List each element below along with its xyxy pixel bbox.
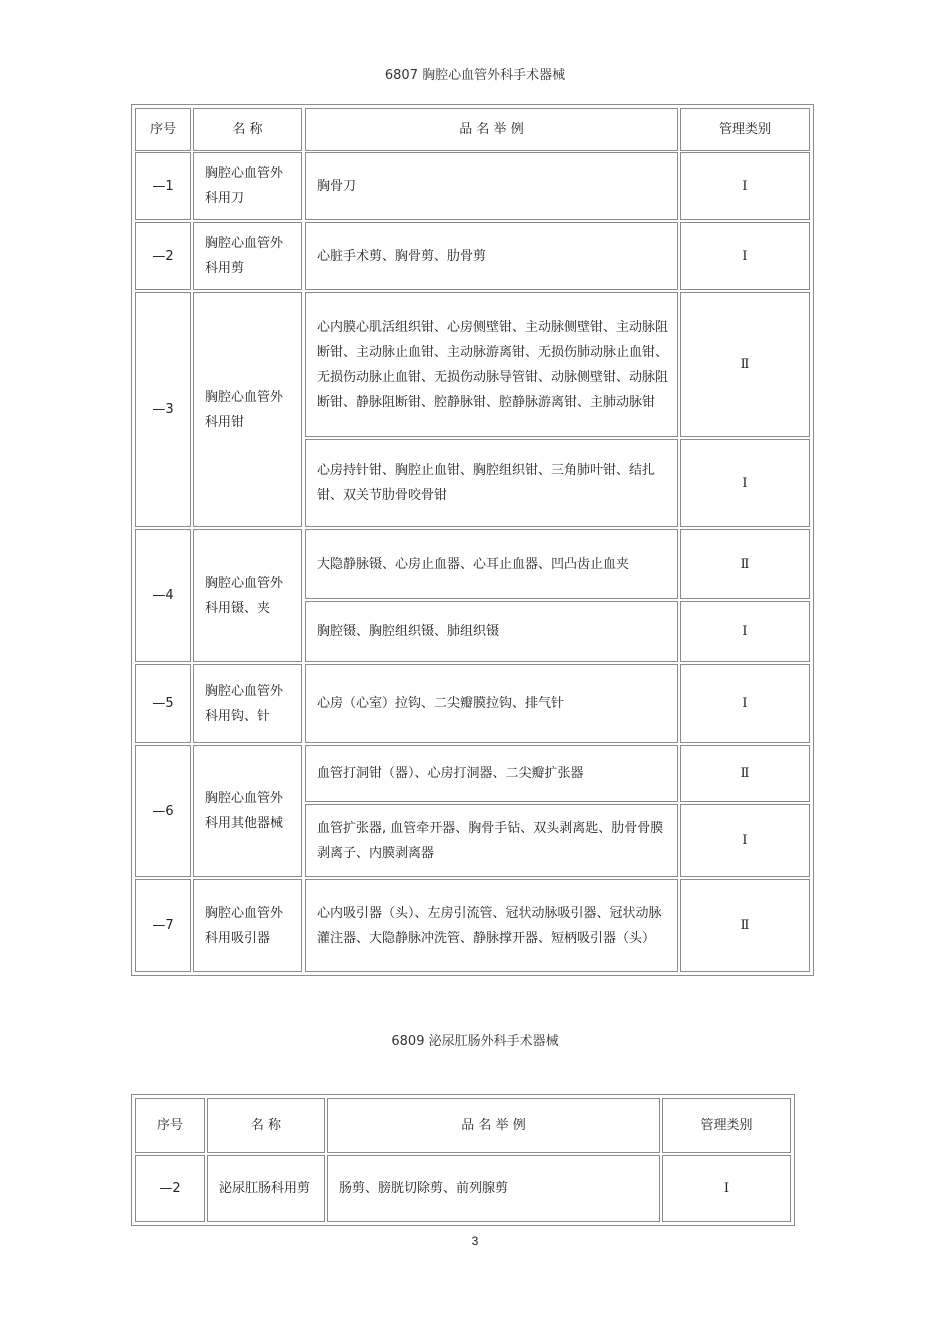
row-seq: —5 [135,664,191,743]
row-name: 胸腔心血管外科用刀 [193,152,302,220]
header-examples: 品 名 举 例 [327,1098,660,1153]
row-seq: —2 [135,222,191,290]
header-category: 管理类别 [680,108,810,151]
row-category: Ⅰ [680,439,810,527]
row-examples: 胸骨刀 [305,152,678,220]
row-category: Ⅰ [680,222,810,290]
header-seq: 序号 [135,1098,205,1153]
row-seq: —3 [135,292,191,527]
section-1-title: 6807 胸腔心血管外科手术器械 [384,68,566,83]
row-examples: 心房（心室）拉钩、二尖瓣膜拉钩、排气针 [305,664,678,743]
row-examples: 心内膜心肌活组织钳、心房侧壁钳、主动脉侧壁钳、主动脉阻断钳、主动脉止血钳、主动脉游离钳、无损伤肺动脉止血钳、无损伤动脉止血钳、无损伤动脉导管钳、动脉侧壁钳、动脉阻断钳、静脉阻断钳、腔静脉钳、腔静脉游离钳、主肺动脉钳 [305,292,678,437]
row-category: Ⅱ [680,745,810,802]
row-seq: —4 [135,529,191,662]
header-seq: 序号 [135,108,191,151]
instrument-table-6807 [131,104,814,976]
header-name: 名 称 [207,1098,325,1153]
row-category: Ⅱ [680,529,810,599]
row-examples: 心房持针钳、胸腔止血钳、胸腔组织钳、三角肺叶钳、结扎钳、双关节肋骨咬骨钳 [305,439,678,527]
row-name: 胸腔心血管外科用钩、针 [193,664,302,743]
row-seq: —6 [135,745,191,877]
row-examples: 血管扩张器, 血管牵开器、胸骨手钻、双头剥离匙、肋骨骨膜剥离子、内膜剥离器 [305,804,678,877]
instrument-table-6809 [131,1094,795,1226]
row-category: Ⅱ [680,292,810,437]
row-category: Ⅰ [662,1155,791,1222]
row-seq: —2 [135,1155,205,1222]
row-examples: 心脏手术剪、胸骨剪、肋骨剪 [305,222,678,290]
row-category: Ⅰ [680,601,810,662]
row-name: 胸腔心血管外科用剪 [193,222,302,290]
row-category: Ⅰ [680,664,810,743]
row-name: 泌尿肛肠科用剪 [207,1155,325,1222]
row-name: 胸腔心血管外科用其他器械 [193,745,302,877]
section-2-title: 6809 泌尿肛肠外科手术器械 [391,1034,559,1049]
row-examples: 大隐静脉镊、心房止血器、心耳止血器、凹凸齿止血夹 [305,529,678,599]
header-name: 名 称 [193,108,302,151]
row-examples: 胸腔镊、胸腔组织镊、肺组织镊 [305,601,678,662]
row-category: Ⅱ [680,879,810,972]
row-name: 胸腔心血管外科用钳 [193,292,302,527]
row-category: Ⅰ [680,152,810,220]
row-examples: 肠剪、膀胱切除剪、前列腺剪 [327,1155,660,1222]
header-category: 管理类别 [662,1098,791,1153]
row-seq: —7 [135,879,191,972]
row-name: 胸腔心血管外科用吸引器 [193,879,302,972]
row-name: 胸腔心血管外科用镊、夹 [193,529,302,662]
row-examples: 血管打洞钳（器）、心房打洞器、二尖瓣扩张器 [305,745,678,802]
page-number: 3 [471,1234,479,1248]
header-examples: 品 名 举 例 [305,108,678,151]
row-examples: 心内吸引器（头）、左房引流管、冠状动脉吸引器、冠状动脉灌注器、大隐静脉冲洗管、静脉撑开器、短柄吸引器（头） [305,879,678,972]
row-category: Ⅰ [680,804,810,877]
row-seq: —1 [135,152,191,220]
